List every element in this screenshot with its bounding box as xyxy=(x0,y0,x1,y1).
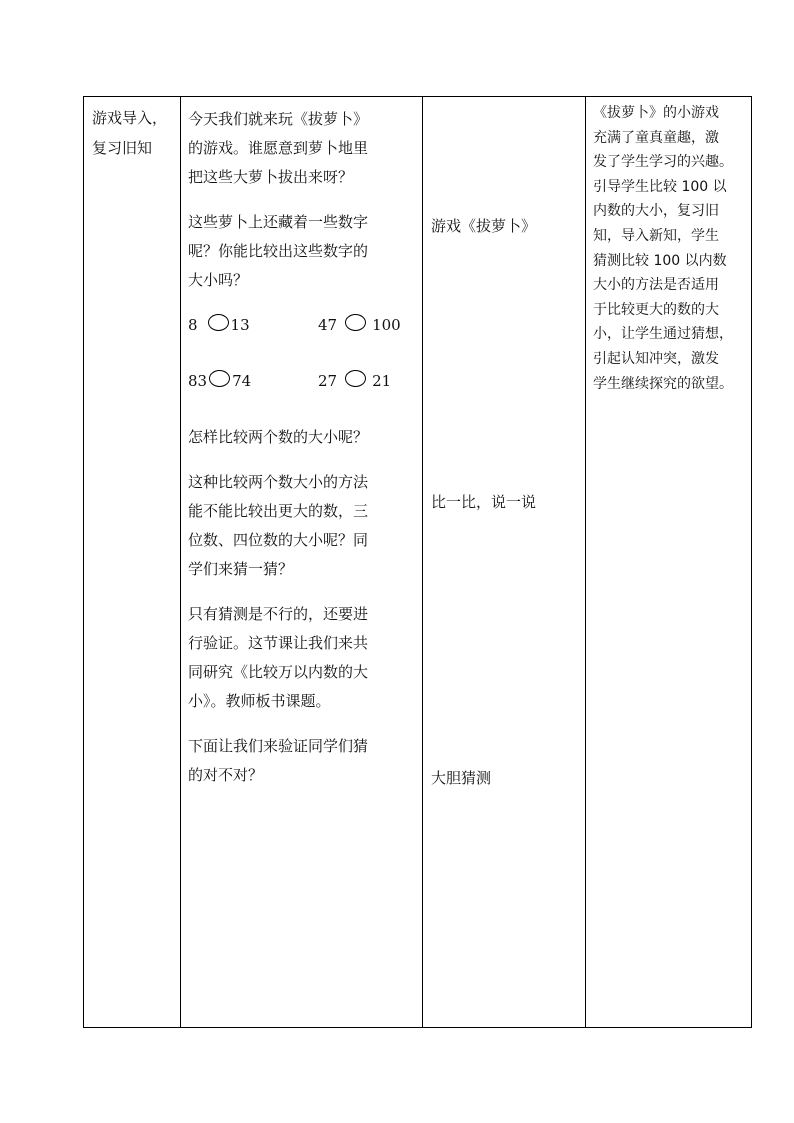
text-line: 引导学生比较 100 以 xyxy=(593,178,727,195)
text-line: 知，导入新知，学生 xyxy=(593,227,719,244)
comparison-row xyxy=(188,367,422,395)
comparison xyxy=(318,367,391,395)
comparison xyxy=(188,367,251,395)
teacher-activity xyxy=(181,97,422,790)
table-row xyxy=(84,97,752,1028)
number: 74 xyxy=(232,372,252,390)
text-line: 怎样比较两个数的大小呢？ xyxy=(188,428,369,446)
paragraph xyxy=(188,423,422,452)
paragraph xyxy=(188,732,422,790)
text-line: 大小的方法是否适用 xyxy=(593,277,719,294)
teacher-activity-cell xyxy=(181,97,423,1028)
text-line: 同研究《比较万以内数的大 xyxy=(188,663,369,681)
lesson-plan-table xyxy=(83,96,752,1028)
text-line: 的对不对？ xyxy=(188,766,264,784)
comparison xyxy=(318,311,401,339)
text-line: 的游戏。谁愿意到萝卜地里 xyxy=(188,139,369,157)
text-line: 《拔萝卜》的小游戏 xyxy=(593,105,719,121)
stage-cell xyxy=(84,97,181,1028)
number: 100 xyxy=(372,316,401,334)
text-line: 呢？你能比较出这些数字的 xyxy=(188,242,369,260)
number: 21 xyxy=(372,372,392,390)
student-activity-item: 比一比，说一说 xyxy=(431,493,537,511)
stage-line: 复习旧知 xyxy=(92,139,153,157)
text-line: 于比较更大的数的大 xyxy=(593,301,719,318)
number: 27 xyxy=(318,372,338,390)
text-line: 位数、四位数的大小呢？同 xyxy=(188,531,369,549)
stage-label xyxy=(84,97,180,163)
text-line: 今天我们就来玩《拔萝卜》 xyxy=(188,110,369,128)
paragraph xyxy=(188,600,422,716)
text-line: 小》。教师板书课题。 xyxy=(188,692,331,710)
blank-circle-icon xyxy=(345,314,366,331)
stage-line: 游戏导入， xyxy=(92,109,168,127)
paragraph xyxy=(188,468,422,584)
text-line: 发了学生学习的兴趣。 xyxy=(593,154,733,171)
student-activity-item: 大胆猜测 xyxy=(431,769,492,787)
number: 8 xyxy=(188,316,198,334)
number: 83 xyxy=(188,372,208,390)
text-line: 小，让学生通过猜想， xyxy=(593,326,733,343)
student-activity-cell xyxy=(423,97,586,1028)
text-line: 学生继续探究的欲望。 xyxy=(593,375,733,392)
paragraph xyxy=(188,208,422,295)
blank-circle-icon xyxy=(209,370,230,387)
text-line: 这些萝卜上还藏着一些数字 xyxy=(188,213,369,231)
blank-circle-icon xyxy=(208,314,229,331)
blank-circle-icon xyxy=(345,370,366,387)
design-intent-cell xyxy=(586,97,752,1028)
student-activity xyxy=(423,97,585,1027)
number: 13 xyxy=(230,316,250,334)
text-line: 行验证。这节课让我们来共 xyxy=(188,634,369,652)
number: 47 xyxy=(318,316,338,334)
text-line: 内数的大小，复习旧 xyxy=(593,203,719,220)
text-line: 学们来猜一猜？ xyxy=(188,560,294,578)
text-line: 大小吗？ xyxy=(188,271,249,289)
comparison-row xyxy=(188,311,422,339)
design-intent xyxy=(586,97,751,396)
text-line: 这种比较两个数大小的方法 xyxy=(188,473,369,491)
text-line: 猜测比较 100 以内数 xyxy=(593,252,727,269)
text-line: 把这些大萝卜拔出来呀？ xyxy=(188,168,354,186)
text-line: 充满了童真童趣，激 xyxy=(593,129,719,146)
text-line: 引起认知冲突，激发 xyxy=(593,350,719,367)
student-activity-item: 游戏《拔萝卜》 xyxy=(431,217,537,235)
text-line: 只有猜测是不行的，还要进 xyxy=(188,605,369,623)
text-line: 能不能比较出更大的数，三 xyxy=(188,502,369,520)
paragraph xyxy=(188,105,422,192)
comparison xyxy=(188,311,250,339)
text-line: 下面让我们来验证同学们猜 xyxy=(188,737,369,755)
